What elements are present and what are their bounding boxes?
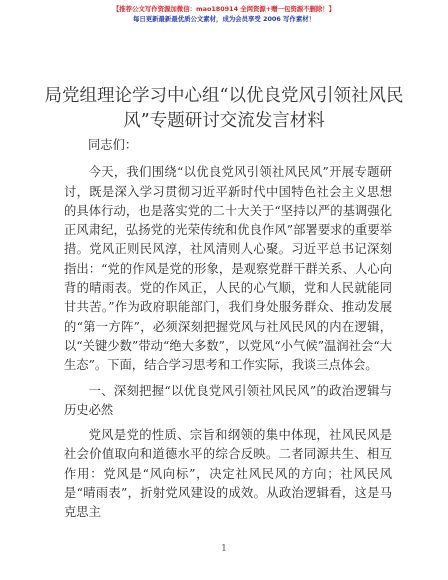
document-body (64, 136, 392, 523)
promo-banner-line-2: 每日更新最新最优质公文素材，成为会员享受 2006 写作素材！ (132, 15, 315, 23)
section-heading-1: 一、深刻把握“以优良党风引领社风民风”的政治逻辑与历史必然 (64, 383, 392, 417)
page-number: 1 (221, 544, 227, 554)
paragraph-intro: 今天，我们围绕“以优良党风引领社风民风”开展专题研讨，既是深入学习贯彻习近平新时代中国特色社会主义思想的具体行动，也是落实党的二十大关于“坚持以严的基调强化正风肃纪，弘扬党的光荣传统和优良作风”部署要求的重要举措。党风正则民风淳，社风清则人心聚。习近平总书记深刻指出：“党的作风是党的形象，是观察党群干群关系、人心向背的晴雨表。党的作风正，人民的心气顺，党和人民就能同甘共苦。”作为政府职能部门，我们身处服务群众、推动发展的“第一方阵”，必须深刻把握党风与社风民风的内在逻辑，以“关键少数”带动“绝大多数”，以党风“小气候”温润社会“大生态”。下面，结合学习思考和工作实际，我谈三点体会。 (64, 165, 392, 373)
document-title: 局党组理论学习中心组“以优良党风引领社风民风”专题研讨交流发言材料 (44, 86, 404, 131)
salutation: 同志们： (88, 138, 138, 152)
paragraph-section-1: 党风是党的性质、宗旨和纲领的集中体现，社风民风是社会价值取向和道德水平的综合反映。二者同源共生、相互作用：党风是“风向标”，决定社风民风的方向；社风民风是“晴雨表”，折射党风建设的成效。从政治逻辑看，这是马克思主 (64, 428, 392, 520)
promo-banner (0, 4, 448, 24)
promo-banner-line-1: 【推荐公文写作资源加微信：mao180914 全网资源+赠一包资源不删除！】 (112, 5, 336, 13)
